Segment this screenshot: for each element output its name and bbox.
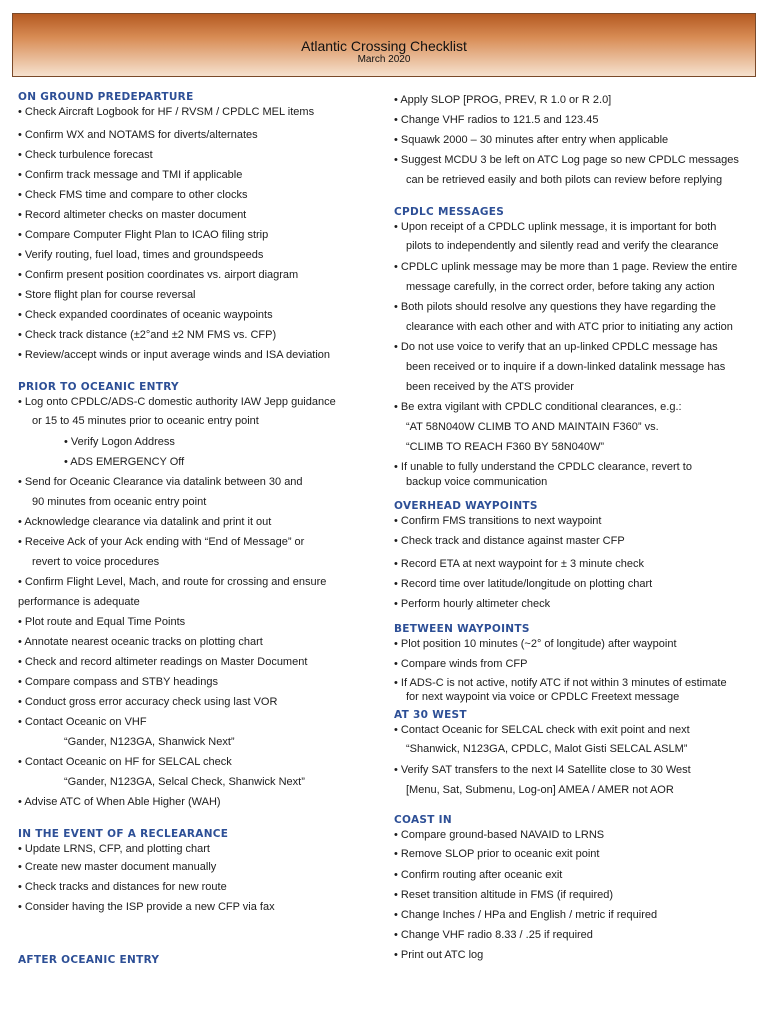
section-title-between: BETWEEN WAYPOINTS [394,623,530,635]
list-item: • Consider having the ISP provide a new CFP via fax [18,901,275,913]
list-item: • Both pilots should resolve any questions they have regarding the [394,301,716,313]
list-item: • Record altimeter checks on master document [18,209,247,221]
list-item-continuation: backup voice communication [406,476,548,488]
section-title-coast-in: COAST IN [394,814,452,826]
list-item: • Create new master document manually [18,861,217,873]
document-title: Atlantic Crossing Checklist [301,38,467,54]
section-title-on-ground: ON GROUND PREDEPARTURE [18,91,194,103]
list-item-continuation: message carefully, in the correct order, before taking any action [406,281,715,293]
list-item-continuation: “Shanwick, N123GA, CPDLC, Malot Gisti SELCAL ASLM” [406,743,688,755]
list-item: • Upon receipt of a CPDLC uplink message, it is important for both [394,221,717,233]
right-column [394,90,760,965]
list-item: • Check track distance (±2°and ±2 NM FMS vs. CFP) [18,329,277,341]
list-item: • Contact Oceanic on VHF [18,716,147,728]
list-item: • Compare Computer Flight Plan to ICAO filing strip [18,229,269,241]
list-item: • Advise ATC of When Able Higher (WAH) [18,796,221,808]
list-item: • Change Inches / HPa and English / metric if required [394,909,658,921]
list-item: • If ADS-C is not active, notify ATC if not within 3 minutes of estimate [394,677,727,689]
list-item: • Conduct gross error accuracy check using last VOR [18,696,278,708]
list-item-continuation: been received or to inquire if a down-linked datalink message has [406,361,726,373]
list-item-continuation: “Gander, N123GA, Selcal Check, Shanwick Next” [64,776,305,788]
list-item-continuation: can be retrieved easily and both pilots can review before replying [406,174,723,186]
list-item: • Contact Oceanic for SELCAL check with exit point and next [394,724,690,736]
list-item-continuation: clearance with each other and with ATC prior to initiating any action [406,321,733,333]
list-item: • Remove SLOP prior to oceanic exit point [394,848,600,860]
list-item-continuation: or 15 to 45 minutes prior to oceanic entry point [32,415,259,427]
list-item: • Suggest MCDU 3 be left on ATC Log page so new CPDLC messages [394,154,739,166]
list-item: • Confirm Flight Level, Mach, and route for crossing and ensure [18,576,327,588]
list-item: • Log onto CPDLC/ADS-C domestic authority IAW Jepp guidance [18,396,336,408]
section-title-30-west: AT 30 WEST [394,709,467,721]
list-item: • Perform hourly altimeter check [394,598,551,610]
list-item: • Compare ground-based NAVAID to LRNS [394,829,605,841]
list-item: • Record time over latitude/longitude on plotting chart [394,578,653,590]
list-item: • Squawk 2000 – 30 minutes after entry when applicable [394,134,669,146]
section-title-cpdlc: CPDLC MESSAGES [394,206,505,218]
list-item: • Store flight plan for course reversal [18,289,196,301]
list-item-continuation: pilots to independently and silently read and verify the clearance [406,240,719,252]
list-item: • Acknowledge clearance via datalink and print it out [18,516,272,528]
list-item: • Check and record altimeter readings on Master Document [18,656,308,668]
list-item: • Be extra vigilant with CPDLC conditional clearances, e.g.: [394,401,682,413]
list-item: • Compare compass and STBY headings [18,676,218,688]
list-item: • Check tracks and distances for new route [18,881,227,893]
list-item: • Apply SLOP [PROG, PREV, R 1.0 or R 2.0] [394,94,612,106]
list-item: • Verify routing, fuel load, times and groundspeeds [18,249,264,261]
list-item: • Update LRNS, CFP, and plotting chart [18,843,210,855]
list-item: • Receive Ack of your Ack ending with “End of Message” or [18,536,305,548]
list-item: • Plot route and Equal Time Points [18,616,186,628]
sub-item: • Verify Logon Address [64,436,175,448]
list-item: • Check expanded coordinates of oceanic waypoints [18,309,273,321]
list-item: • Contact Oceanic on HF for SELCAL check [18,756,232,768]
list-item-continuation: “Gander, N123GA, Shanwick Next” [64,736,235,748]
list-item: • Check FMS time and compare to other clocks [18,189,248,201]
list-item-continuation: been received by the ATS provider [406,381,574,393]
list-item: • Confirm WX and NOTAMS for diverts/alternates [18,129,258,141]
list-item: • Compare winds from CFP [394,658,528,670]
list-item: • Send for Oceanic Clearance via datalink between 30 and [18,476,303,488]
list-item: • Annotate nearest oceanic tracks on plotting chart [18,636,263,648]
list-item-continuation: 90 minutes from oceanic entry point [32,496,207,508]
list-item: • Change VHF radios to 121.5 and 123.45 [394,114,599,126]
list-item-continuation: “AT 58N040W CLIMB TO AND MAINTAIN F360” vs. [406,421,659,433]
list-item: • Review/accept winds or input average winds and ISA deviation [18,349,331,361]
section-title-prior-entry: PRIOR TO OCEANIC ENTRY [18,381,179,393]
list-item: • Reset transition altitude in FMS (if required) [394,889,614,901]
document-date: March 2020 [357,54,411,65]
section-title-after-entry: AFTER OCEANIC ENTRY [18,954,160,966]
list-item: • Record ETA at next waypoint for ± 3 minute check [394,558,644,570]
list-item-continuation: [Menu, Sat, Submenu, Log-on] AMEA / AMER not AOR [406,784,674,796]
list-item: • Do not use voice to verify that an up-linked CPDLC message has [394,341,718,353]
list-item: • Confirm present position coordinates vs. airport diagram [18,269,299,281]
list-item: • Confirm FMS transitions to next waypoint [394,515,602,527]
list-item: • Check turbulence forecast [18,149,153,161]
list-item: • Change VHF radio 8.33 / .25 if required [394,929,593,941]
section-title-reclearance: IN THE EVENT OF A RECLEARANCE [18,828,229,840]
list-item: • Verify SAT transfers to the next I4 Satellite close to 30 West [394,764,691,776]
list-item: • Plot position 10 minutes (~2° of longitude) after waypoint [394,638,677,650]
list-item: • CPDLC uplink message may be more than 1 page. Review the entire [394,261,738,273]
list-item-continuation: performance is adequate [18,596,140,608]
section-title-overhead: OVERHEAD WAYPOINTS [394,500,538,512]
sub-item: • ADS EMERGENCY Off [64,456,185,468]
list-item-continuation: “CLIMB TO REACH F360 BY 58N040W” [406,441,605,453]
list-item: • Print out ATC log [394,949,484,961]
header-banner [12,13,756,77]
list-item: • Confirm routing after oceanic exit [394,869,563,881]
list-item: • Check track and distance against master CFP [394,535,625,547]
list-item-continuation: revert to voice procedures [32,556,160,568]
list-item-continuation: for next waypoint via voice or CPDLC Freetext message [406,691,680,703]
list-item: • Check Aircraft Logbook for HF / RVSM / CPDLC MEL items [18,106,315,118]
left-column [18,90,378,968]
list-item: • Confirm track message and TMI if applicable [18,169,243,181]
list-item: • If unable to fully understand the CPDLC clearance, revert to [394,461,692,473]
